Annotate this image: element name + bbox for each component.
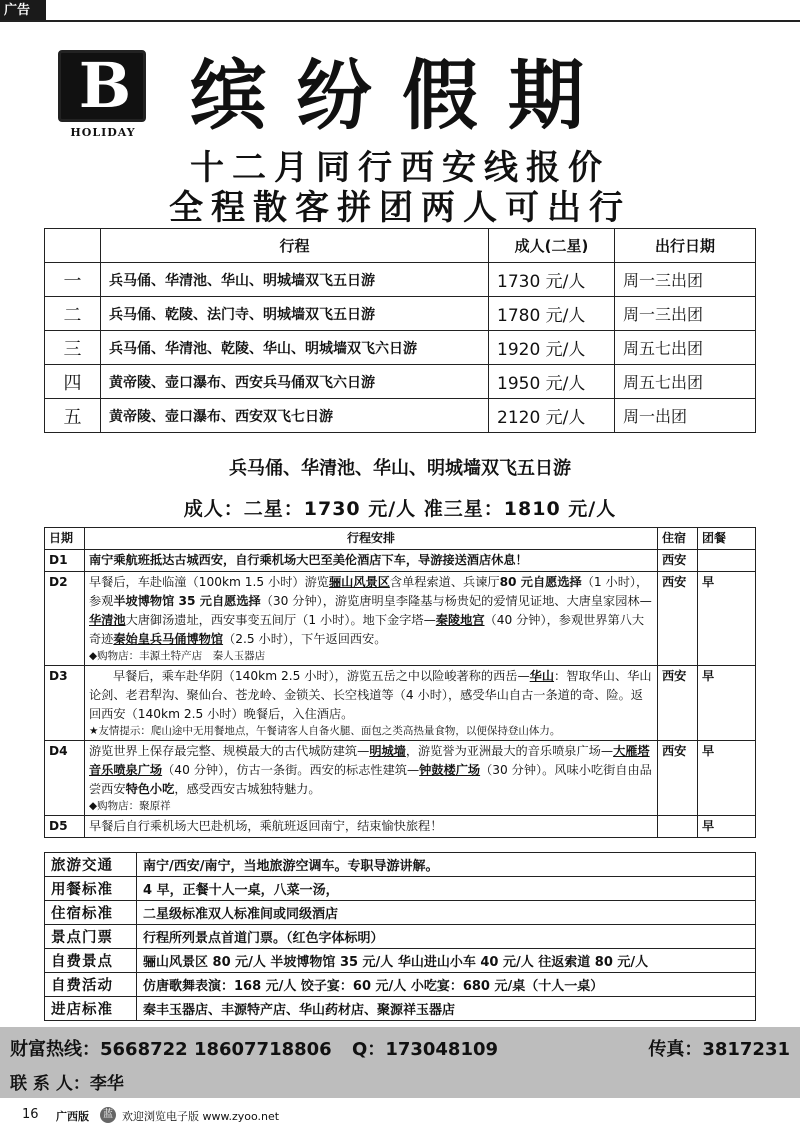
table-row xyxy=(45,331,756,365)
route-no: 三 xyxy=(45,331,101,365)
route-name: 兵马俑、华清池、华山、明城墙双飞五日游 xyxy=(101,263,489,297)
page-footer xyxy=(0,1104,800,1126)
route-date: 周一三出团 xyxy=(615,263,756,297)
route-name: 黄帝陵、壶口瀑布、西安双飞七日游 xyxy=(101,399,489,433)
route-price: 1950 元/人 xyxy=(489,365,615,399)
edition-icon: 蓝 xyxy=(100,1107,116,1123)
table-row xyxy=(45,901,756,925)
route-price: 1730 元/人 xyxy=(489,263,615,297)
info-value: 秦丰玉器店、丰源特产店、华山药材店、聚源祥玉器店 xyxy=(137,997,756,1021)
subtitle-group: 全程散客拼团两人可出行 xyxy=(169,188,631,228)
edition-label: 广西版 xyxy=(56,1110,89,1123)
route-date: 周一三出团 xyxy=(615,297,756,331)
info-key: 自费景点 xyxy=(45,949,137,973)
contact-person: 联 系 人：李华 xyxy=(10,1074,124,1094)
tip-note: ★友情提示：爬山途中无用餐地点，午餐请客人自备火腿、面包之类高热量食物，以便保持登山体力。 xyxy=(89,725,561,737)
day-label: D4 xyxy=(45,741,85,816)
itinerary-header xyxy=(45,528,756,550)
info-key: 自费活动 xyxy=(45,973,137,997)
day-plan: 早餐后，车赴临潼（100km 1.5 小时）游览骊山风景区含单程索道、兵谏厅80 元自愿选择（1 小时），参观半坡博物馆 35 元自愿选择（30 分钟），游览唐明皇李隆基与杨贵妃的爱情见证地、大唐皇家园林—华清池大唐御汤遗址，西安事变五间厅（1 小时）。地下金字塔—秦陵地宫（40 分钟），参观世界第八大奇迹秦始皇兵马俑博物馆（2.5 小时），下午返回西安。 ◆购物店：丰源土特产店 秦人玉器店 xyxy=(85,572,658,666)
route-name: 兵马俑、华清池、乾陵、华山、明城墙双飞六日游 xyxy=(101,331,489,365)
info-key: 景点门票 xyxy=(45,925,137,949)
route-date: 周五七出团 xyxy=(615,331,756,365)
table-row xyxy=(45,973,756,997)
subtitle-quote: 十二月同行西安线报价 xyxy=(190,148,610,188)
route-name: 黄帝陵、壶口瀑布、西安兵马俑双飞六日游 xyxy=(101,365,489,399)
table-row xyxy=(45,572,756,666)
route-name: 兵马俑、乾陵、法门寺、明城墙双飞五日游 xyxy=(101,297,489,331)
info-value: 二星级标准双人标准间或同级酒店 xyxy=(137,901,756,925)
info-key: 旅游交通 xyxy=(45,853,137,877)
shop-note: ◆购物店：丰源土特产店 秦人玉器店 xyxy=(89,650,266,662)
info-value: 骊山风景区 80 元/人 半坡博物馆 35 元/人 华山进山小车 40 元/人 往返索道 80 元/人 xyxy=(137,949,756,973)
route-price: 1920 元/人 xyxy=(489,331,615,365)
price-table xyxy=(44,228,756,433)
day-meal xyxy=(698,550,756,572)
website-link[interactable]: 欢迎浏览电子版 www.zyoo.net xyxy=(122,1110,280,1123)
route-no: 五 xyxy=(45,399,101,433)
route-no: 四 xyxy=(45,365,101,399)
info-value: 行程所列景点首道门票。（红色字体标明） xyxy=(137,925,756,949)
info-value: 仿唐歌舞表演：168 元/人 饺子宴：60 元/人 小吃宴：680 元/桌（十人一桌） xyxy=(137,973,756,997)
table-row xyxy=(45,877,756,901)
day-label: D5 xyxy=(45,816,85,838)
table-row xyxy=(45,997,756,1021)
table-row xyxy=(45,365,756,399)
ad-tag: 广告 xyxy=(0,0,46,22)
day-label: D1 xyxy=(45,550,85,572)
route-date: 周一出团 xyxy=(615,399,756,433)
info-value: 4 早，正餐十人一桌，八菜一汤， xyxy=(137,877,756,901)
qq-number: 173048109 xyxy=(385,1039,499,1060)
table-row xyxy=(45,263,756,297)
fax-line: 传真：3817231 xyxy=(648,1039,790,1060)
route-price: 2120 元/人 xyxy=(489,399,615,433)
feature-price: 成人：二星：1730 元/人 准三星：1810 元/人 xyxy=(183,498,617,520)
price-col-date: 出行日期 xyxy=(615,229,756,263)
table-row xyxy=(45,925,756,949)
day-plan: 南宁乘航班抵达古城西安，自行乘机场大巴至美伦酒店下车，导游接送酒店休息！ xyxy=(85,550,658,572)
info-table xyxy=(44,852,756,1021)
day-label: D3 xyxy=(45,666,85,741)
itinerary-table xyxy=(44,527,756,838)
table-row xyxy=(45,550,756,572)
day-stay xyxy=(658,816,698,838)
day-plan: 游览世界上保存最完整、规模最大的古代城防建筑—明城墙，游览誉为亚洲最大的音乐喷泉广场—大雁塔音乐喷泉广场（40 分钟），仿古一条街。西安的标志性建筑—钟鼓楼广场（30 分钟）。风味小吃街自由品尝西安特色小吃，感受西安古城独特魅力。 ◆购物店：聚原祥 xyxy=(85,741,658,816)
fax-number: 3817231 xyxy=(702,1039,790,1060)
table-row xyxy=(45,816,756,838)
col-plan: 行程安排 xyxy=(85,528,658,550)
hotline-number: 5668722 18607718806 xyxy=(100,1039,332,1060)
shop-note: ◆购物店：聚原祥 xyxy=(89,800,171,812)
day-meal: 早 xyxy=(698,741,756,816)
col-day: 日期 xyxy=(45,528,85,550)
day-plan: 早餐后自行乘机场大巴赴机场，乘航班返回南宁，结束愉快旅程！ xyxy=(85,816,658,838)
price-col-route: 行程 xyxy=(101,229,489,263)
day-meal: 早 xyxy=(698,572,756,666)
table-row xyxy=(45,666,756,741)
route-date: 周五七出团 xyxy=(615,365,756,399)
table-row xyxy=(45,949,756,973)
day-stay: 西安 xyxy=(658,741,698,816)
day-meal: 早 xyxy=(698,816,756,838)
day-plan: 早餐后，乘车赴华阴（140km 2.5 小时），游览五岳之中以险峻著称的西岳—华山：智取华山、华山论剑、老君犁沟、聚仙台、苍龙岭、金锁关、长空栈道等（4 小时），感受华山自古一条道的奇、险。返回西安（140km 2.5 小时）晚餐后，入住酒店。 ★友情提示：爬山途中无用餐地点，午餐请客人自备火腿、面包之类高热量食物，以便保持登山体力。 xyxy=(85,666,658,741)
table-row xyxy=(45,399,756,433)
info-key: 进店标准 xyxy=(45,997,137,1021)
table-row xyxy=(45,853,756,877)
route-no: 二 xyxy=(45,297,101,331)
info-value: 南宁/西安/南宁，当地旅游空调车。专职导游讲解。 xyxy=(137,853,756,877)
feature-title: 兵马俑、华清池、华山、明城墙双飞五日游 xyxy=(229,458,571,479)
company-logo xyxy=(58,50,148,142)
logo-word: HOLIDAY xyxy=(70,126,136,139)
table-row xyxy=(45,297,756,331)
brand-title: 缤纷假期 xyxy=(190,51,614,140)
day-stay: 西安 xyxy=(658,666,698,741)
price-col-no xyxy=(45,229,101,263)
col-stay: 住宿 xyxy=(658,528,698,550)
day-meal: 早 xyxy=(698,666,756,741)
route-no: 一 xyxy=(45,263,101,297)
day-stay: 西安 xyxy=(658,572,698,666)
col-meal: 团餐 xyxy=(698,528,756,550)
table-row xyxy=(45,741,756,816)
route-price: 1780 元/人 xyxy=(489,297,615,331)
day-label: D2 xyxy=(45,572,85,666)
info-key: 住宿标准 xyxy=(45,901,137,925)
price-col-price: 成人(二星) xyxy=(489,229,615,263)
page-number: 16 xyxy=(22,1107,39,1122)
day-stay: 西安 xyxy=(658,550,698,572)
price-table-header xyxy=(45,229,756,263)
contact-line: 财富热线：5668722 18607718806 Q：173048109 xyxy=(10,1039,499,1060)
logo-mark: B xyxy=(58,50,146,122)
info-key: 用餐标准 xyxy=(45,877,137,901)
header-rule xyxy=(0,20,800,22)
contact-bar xyxy=(0,1027,800,1098)
